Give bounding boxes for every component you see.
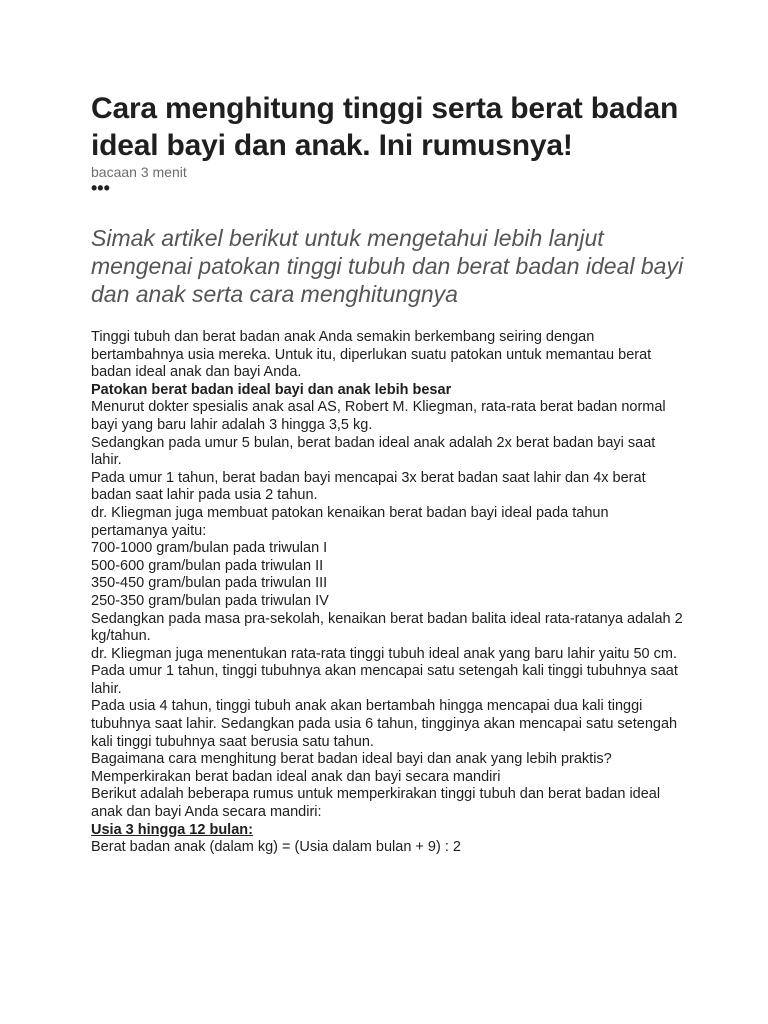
article-title: Cara menghitung tinggi serta berat badan ideal bayi dan anak. Ini rumusnya! — [91, 92, 679, 162]
article-lede: Simak artikel berikut untuk mengetahui lebih lanjut mengenai patokan tinggi tubuh dan berat badan ideal bayi dan anak serta cara menghitungnya — [91, 225, 684, 307]
paragraph: dr. Kliegman juga menentukan rata-rata tinggi tubuh ideal anak yang baru lahir yaitu 50 cm. — [91, 645, 677, 662]
paragraph: Menurut dokter spesialis anak asal AS, Robert M. Kliegman, rata-rata berat badan normal bayi yang baru lahir adalah 3 hingga 3,5 kg. — [91, 399, 666, 433]
paragraph: Pada umur 1 tahun, tinggi tubuhnya akan mencapai satu setengah kali tinggi tubuhnya saat lahir. — [91, 663, 678, 697]
list-item: 500-600 gram/bulan pada triwulan II — [91, 557, 324, 574]
paragraph: Sedangkan pada umur 5 bulan, berat badan ideal anak adalah 2x berat badan bayi saat lahir. — [91, 434, 656, 469]
formula: Berat badan anak (dalam kg) = (Usia dalam bulan + 9) : 2 — [91, 839, 461, 856]
more-options-icon[interactable]: ••• — [91, 178, 110, 198]
section-heading-age-3-12-months: Usia 3 hingga 12 bulan: — [91, 821, 253, 838]
paragraph: Pada usia 4 tahun, tinggi tubuh anak akan bertambah hingga mencapai dua kali tinggi tubuhnya saat lahir. Sedangkan pada usia 6 tahun, tingginya akan mencapai satu setengah kali tinggi tubuhnya saat berusia satu tahun. — [91, 698, 678, 750]
paragraph: Memperkirakan berat badan ideal anak dan bayi secara mandiri — [91, 768, 501, 785]
paragraph: Pada umur 1 tahun, berat badan bayi mencapai 3x berat badan saat lahir dan 4x berat badan saat lahir pada usia 2 tahun. — [91, 469, 646, 504]
article-body — [91, 329, 686, 857]
paragraph: Bagaimana cara menghitung berat badan ideal bayi dan anak yang lebih praktis? — [91, 751, 612, 768]
article — [91, 90, 691, 857]
paragraph: Sedangkan pada masa pra-sekolah, kenaikan berat badan balita ideal rata-ratanya adalah 2 kg/tahun. — [91, 610, 683, 645]
read-time: bacaan 3 menit — [91, 164, 187, 180]
section-heading-weight-benchmark: Patokan berat badan ideal bayi dan anak lebih besar — [91, 381, 452, 398]
list-item: 350-450 gram/bulan pada triwulan III — [91, 575, 328, 592]
list-item: 700-1000 gram/bulan pada triwulan I — [91, 540, 328, 557]
paragraph: Berikut adalah beberapa rumus untuk memperkirakan tinggi tubuh dan berat badan ideal anak dan bayi Anda secara mandiri: — [91, 786, 661, 821]
list-item: 250-350 gram/bulan pada triwulan IV — [91, 592, 329, 609]
paragraph-intro: Tinggi tubuh dan berat badan anak Anda semakin berkembang seiring dengan bertambahnya usia mereka. Untuk itu, diperlukan suatu patokan untuk memantau berat badan ideal anak dan bayi Anda. — [91, 329, 652, 381]
paragraph: dr. Kliegman juga membuat patokan kenaikan berat badan bayi ideal pada tahun pertamanya yaitu: — [91, 504, 609, 539]
